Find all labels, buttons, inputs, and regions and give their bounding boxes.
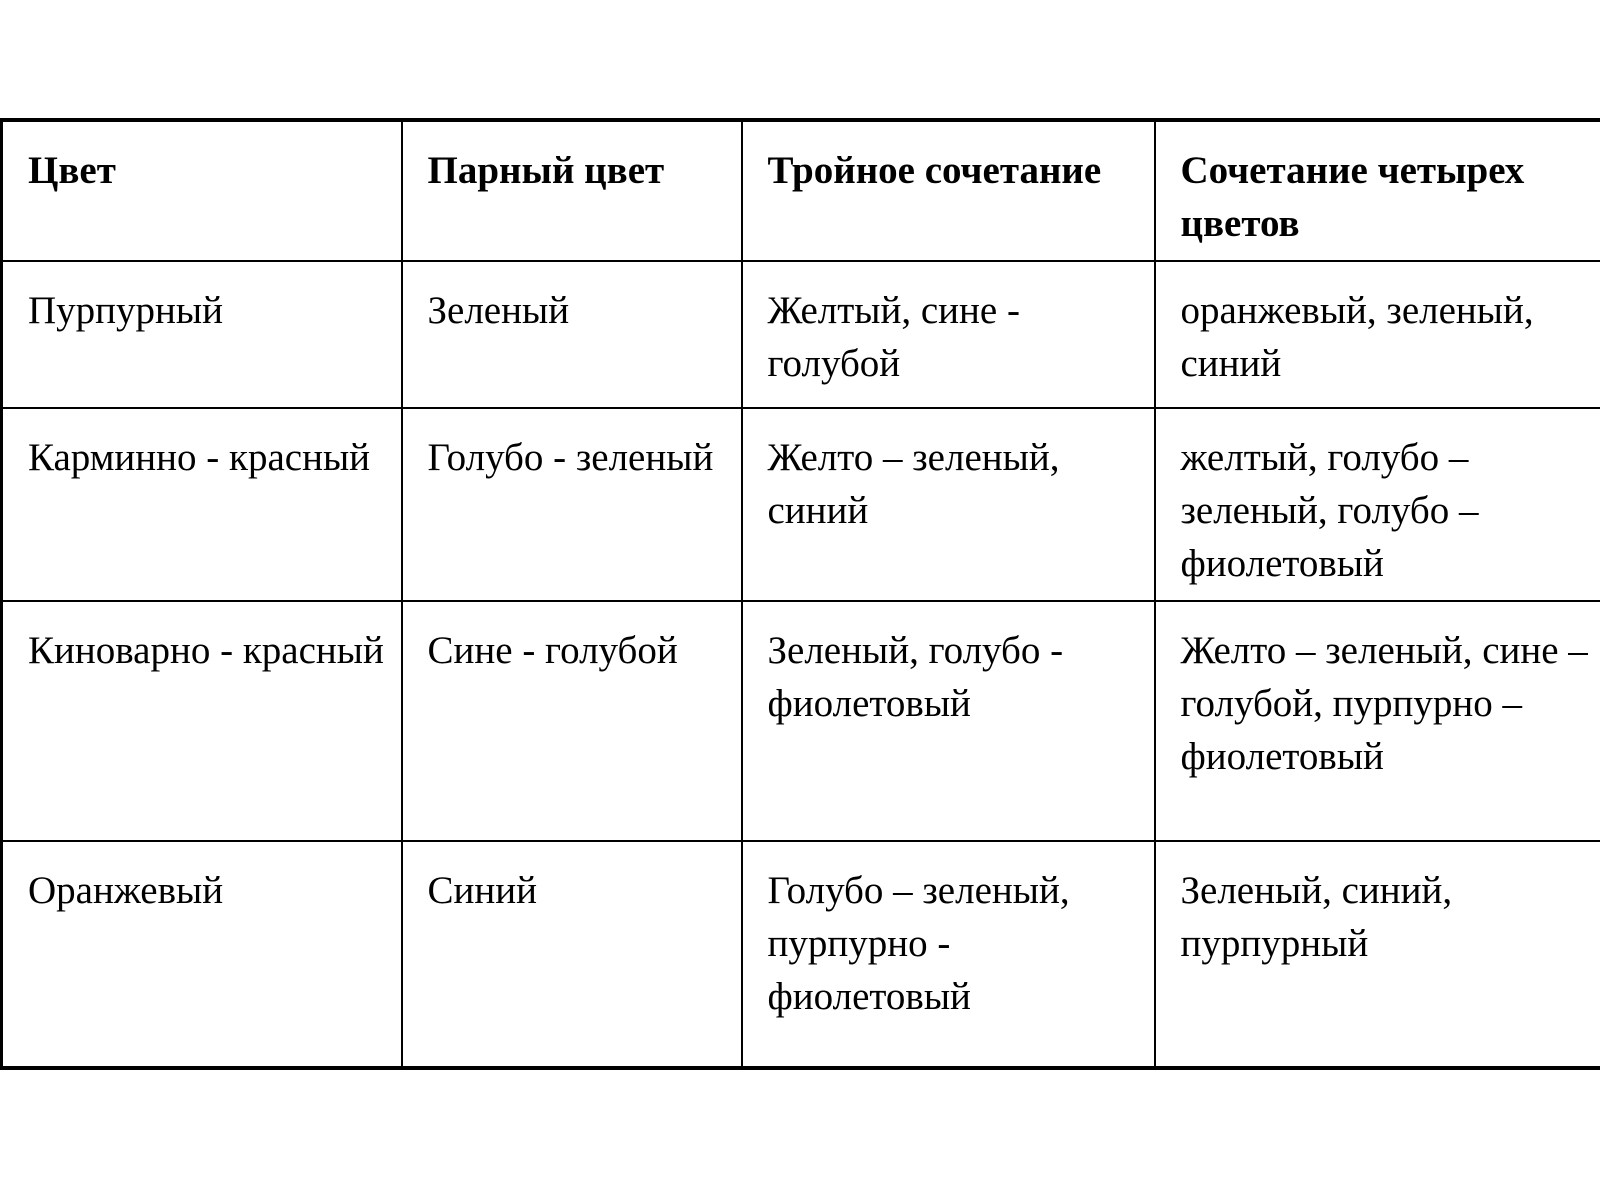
header-four-color-combination: Сочетание четырех цветов bbox=[1155, 120, 1600, 261]
cell-color: Оранжевый bbox=[2, 841, 402, 1068]
header-color: Цвет bbox=[2, 120, 402, 261]
cell-triple-combination: Желто – зеленый, синий bbox=[742, 408, 1155, 601]
color-combination-table bbox=[0, 118, 1600, 1070]
cell-color: Карминно - красный bbox=[2, 408, 402, 601]
table-row bbox=[2, 408, 1600, 601]
table-row bbox=[2, 841, 1600, 1068]
table-header-row bbox=[2, 120, 1600, 261]
cell-four-color-combination: Зеленый, синий, пурпурный bbox=[1155, 841, 1600, 1068]
cell-pair-color: Синий bbox=[402, 841, 742, 1068]
cell-color: Пурпурный bbox=[2, 261, 402, 408]
header-triple-combination: Тройное сочетание bbox=[742, 120, 1155, 261]
cell-pair-color: Зеленый bbox=[402, 261, 742, 408]
cell-color: Киноварно - красный bbox=[2, 601, 402, 841]
table-row bbox=[2, 261, 1600, 408]
color-combination-table-container bbox=[0, 118, 1600, 1070]
cell-triple-combination: Желтый, сине - голубой bbox=[742, 261, 1155, 408]
cell-triple-combination: Голубо – зеленый, пурпурно - фиолетовый bbox=[742, 841, 1155, 1068]
header-pair-color: Парный цвет bbox=[402, 120, 742, 261]
cell-triple-combination: Зеленый, голубо - фиолетовый bbox=[742, 601, 1155, 841]
table-row bbox=[2, 601, 1600, 841]
cell-pair-color: Голубо - зеленый bbox=[402, 408, 742, 601]
cell-pair-color: Сине - голубой bbox=[402, 601, 742, 841]
cell-four-color-combination: оранжевый, зеленый, синий bbox=[1155, 261, 1600, 408]
cell-four-color-combination: Желто – зеленый, сине – голубой, пурпурно – фиолетовый bbox=[1155, 601, 1600, 841]
cell-four-color-combination: желтый, голубо – зеленый, голубо – фиолетовый bbox=[1155, 408, 1600, 601]
